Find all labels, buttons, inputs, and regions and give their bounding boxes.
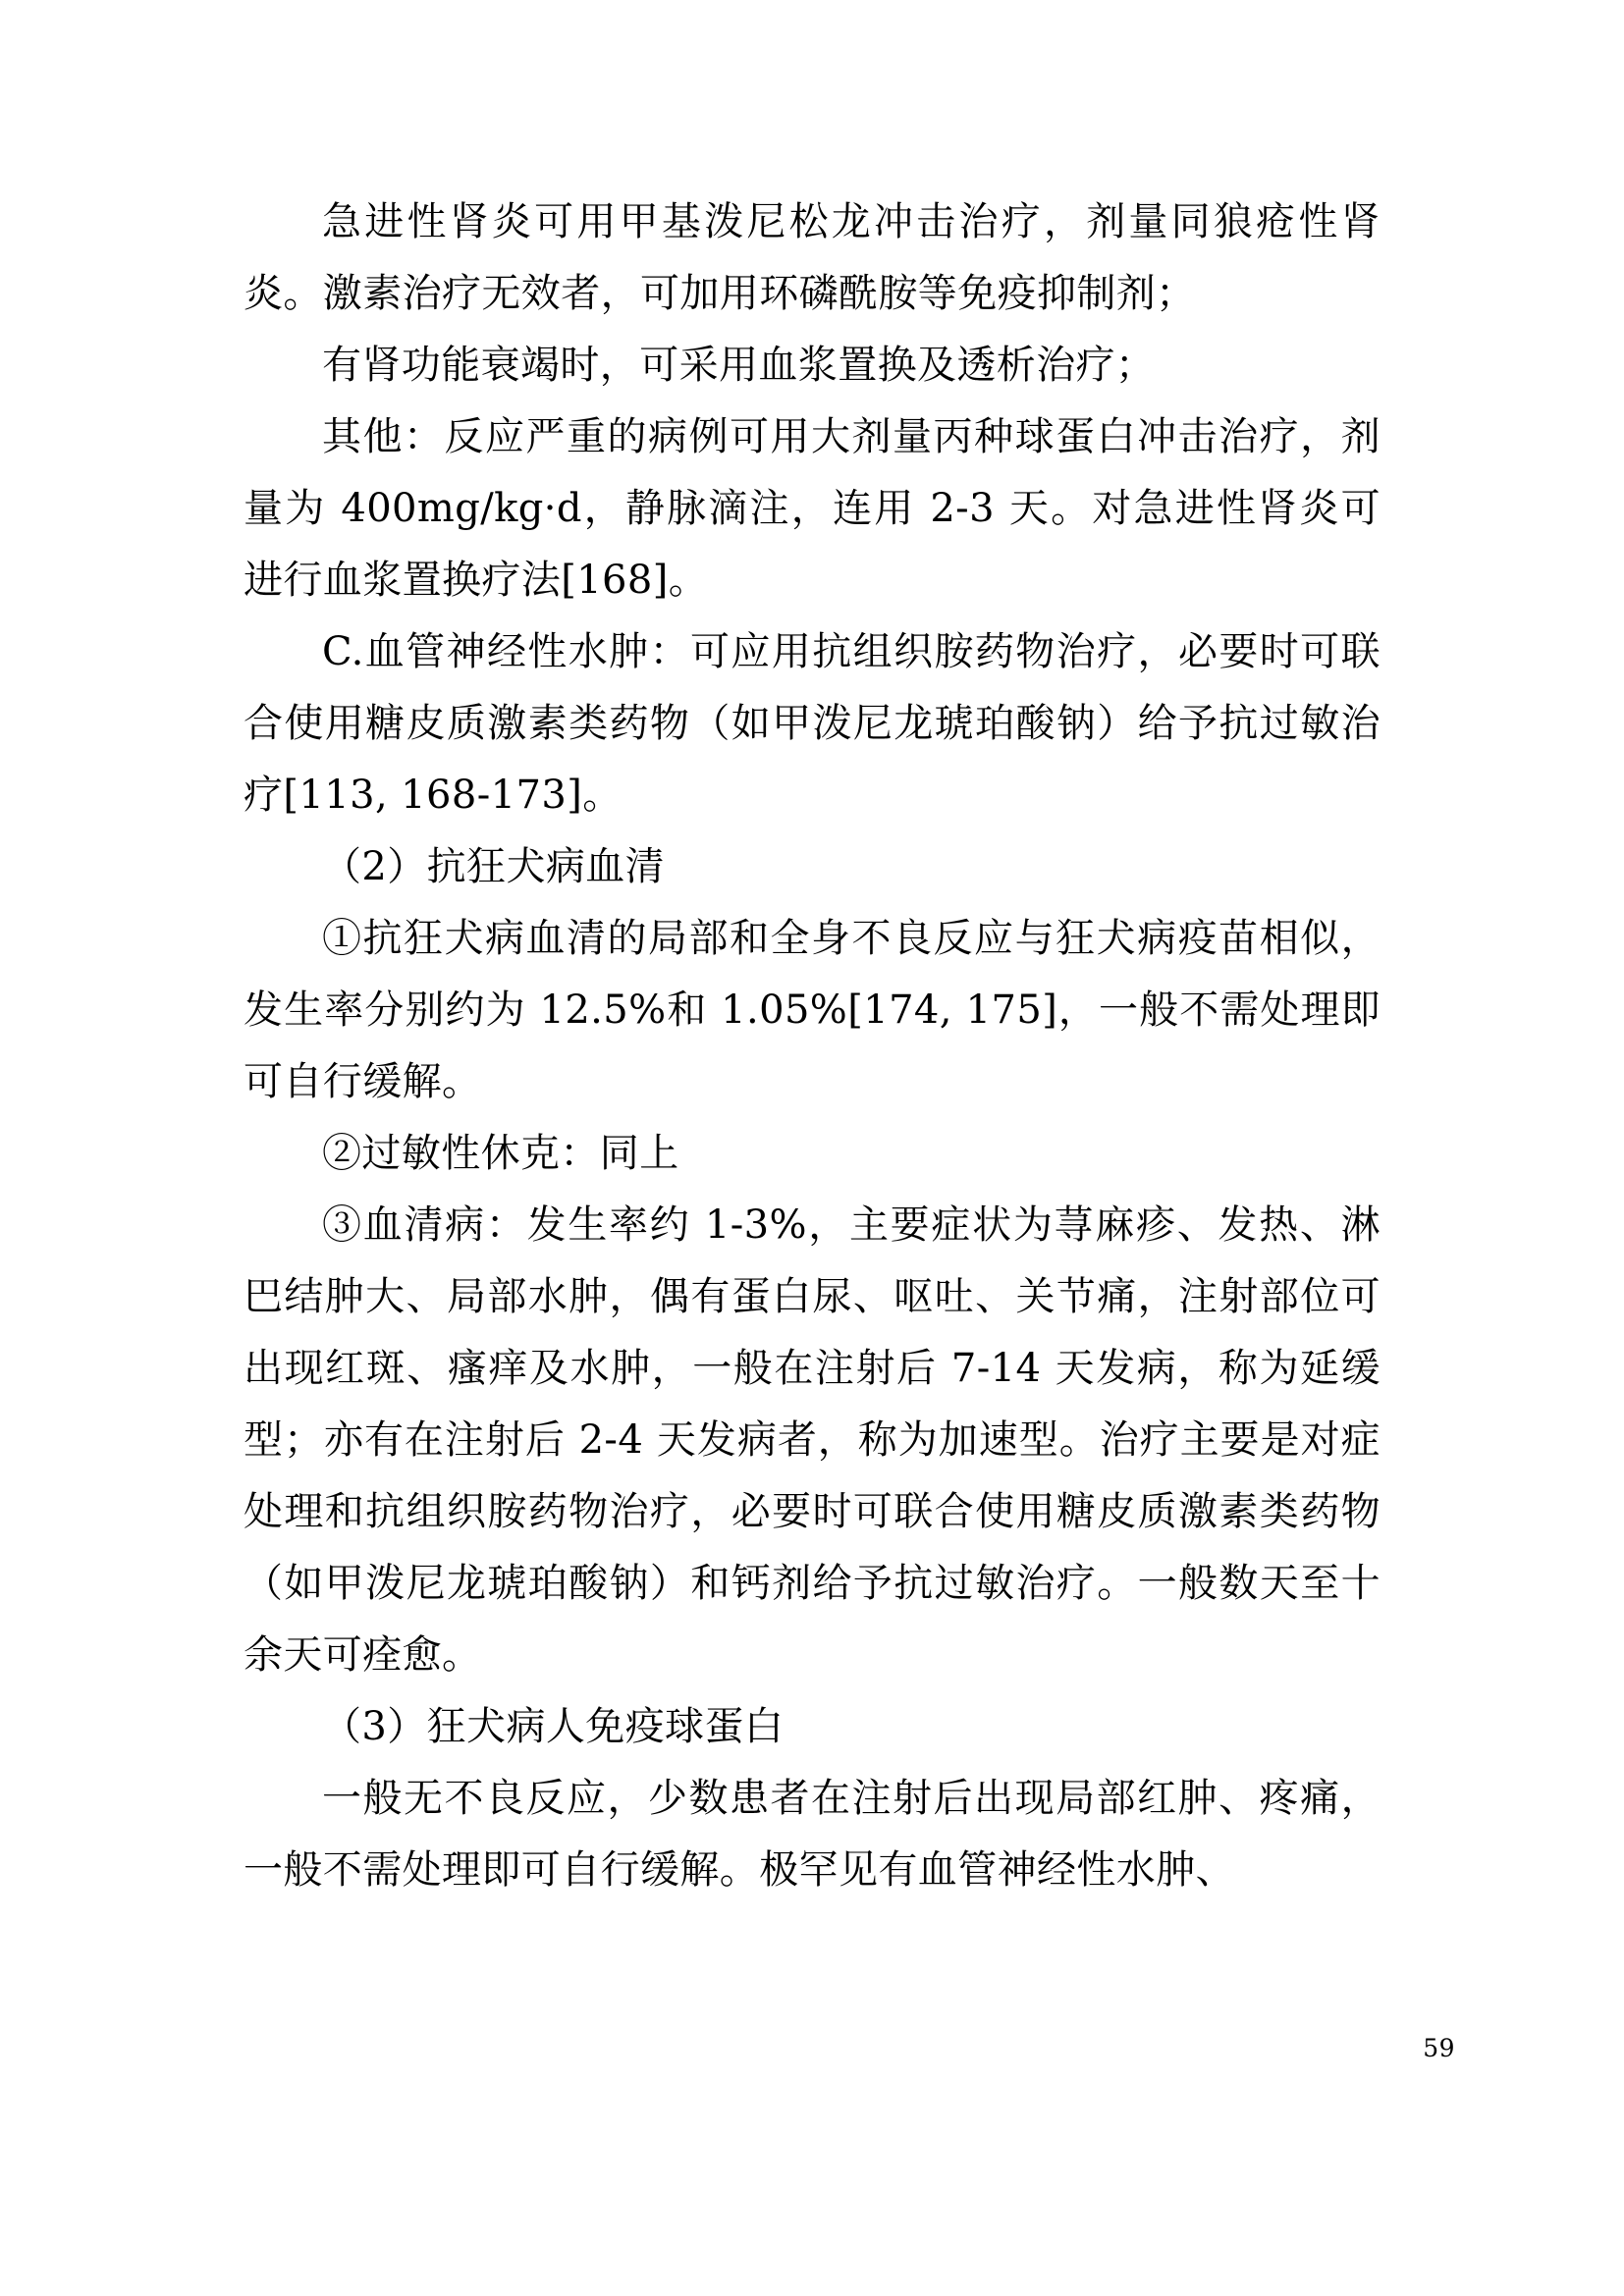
paragraph: 一般无不良反应，少数患者在注射后出现局部红肿、疼痛，一般不需处理即可自行缓解。极罕见有血管神经性水肿、: [244, 1776, 1380, 1893]
paragraph: ②过敏性休克：同上: [322, 1131, 679, 1176]
paragraph: （2）抗狂犬病血清: [322, 844, 666, 889]
paragraph: 其他：反应严重的病例可用大剂量丙种球蛋白冲击治疗，剂量为 400mg/kg·d，静脉滴注，连用 2-3 天。对急进性肾炎可进行血浆置换疗法[168]。: [244, 414, 1380, 603]
paragraph: （3）狂犬病人免疫球蛋白: [322, 1704, 785, 1749]
paragraph: C.血管神经性水肿：可应用抗组织胺药物治疗，必要时可联合使用糖皮质激素类药物（如甲泼尼龙琥珀酸钠）给予抗过敏治疗[113, 168-173]。: [244, 629, 1380, 818]
paragraph: ③血清病：发生率约 1-3%，主要症状为荨麻疹、发热、淋巴结肿大、局部水肿，偶有蛋白尿、呕吐、关节痛，注射部位可出现红斑、瘙痒及水肿，一般在注射后 7-14 天发病，称为延缓型；亦有在注射后 2-4 天发病者，称为加速型。治疗主要是对症处理和抗组织胺药物治疗，必要时可联合使用糖皮质激素类药物（如甲泼尼龙琥珀酸钠）和钙剂给予抗过敏治疗。一般数天至十余天可痊愈。: [244, 1202, 1380, 1678]
page-number: 59: [1423, 2034, 1455, 2062]
paragraph: ①抗狂犬病血清的局部和全身不良反应与狂犬病疫苗相似，发生率分别约为 12.5%和 1.05%[174, 175]，一般不需处理即可自行缓解。: [244, 916, 1380, 1104]
paragraph: 有肾功能衰竭时，可采用血浆置换及透析治疗；: [322, 343, 1156, 388]
paragraph: 急进性肾炎可用甲基泼尼松龙冲击治疗，剂量同狼疮性肾炎。激素治疗无效者，可加用环磷酰胺等免疫抑制剂；: [244, 199, 1380, 316]
page-body-text: [244, 187, 1380, 1906]
